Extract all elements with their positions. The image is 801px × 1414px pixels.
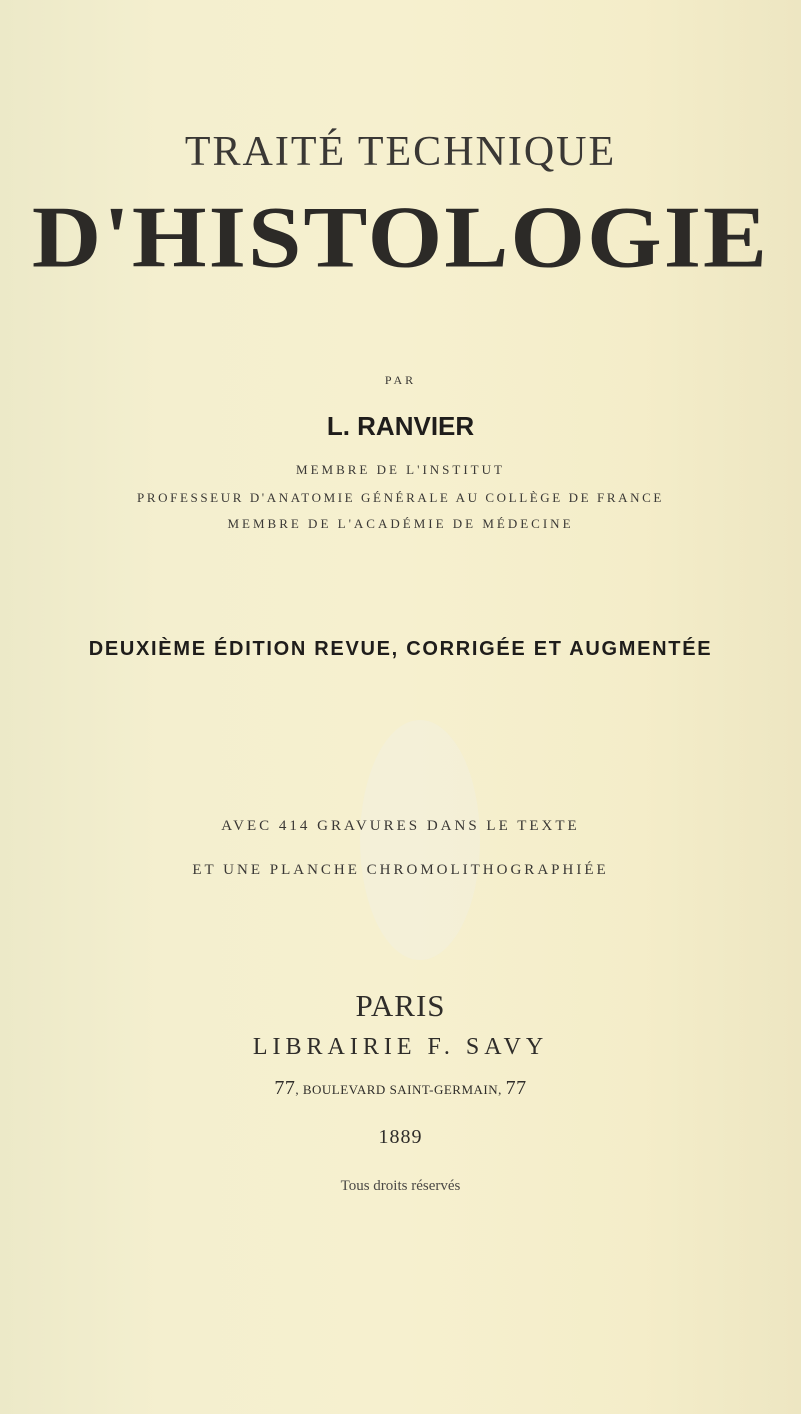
address-number-end: 77 — [505, 1077, 527, 1099]
title-line-2: D'HISTOLOGIE — [31, 187, 770, 286]
affiliation-3: MEMBRE DE L'ACADÉMIE DE MÉDECINE — [227, 516, 574, 531]
title-line-1: TRAITÉ TECHNIQUE — [184, 129, 617, 175]
affiliation-2: PROFESSEUR D'ANATOMIE GÉNÉRALE AU COLLÈGE DE FRANCE — [137, 490, 664, 505]
imprint-address: 77, BOULEVARD SAINT-GERMAIN, 77 — [274, 1077, 527, 1099]
imprint-publisher: LIBRAIRIE F. SAVY — [252, 1034, 549, 1060]
affiliation-1: MEMBRE DE L'INSTITUT — [296, 462, 505, 477]
address-street: BOULEVARD SAINT-GERMAIN, — [302, 1082, 502, 1097]
by-label: PAR — [384, 373, 417, 387]
edition-statement: DEUXIÈME ÉDITION REVUE, CORRIGÉE ET AUGMENTÉE — [88, 638, 713, 660]
imprint-year: 1889 — [378, 1126, 423, 1148]
address-number: 77 — [274, 1077, 296, 1099]
paper-stain — [360, 720, 480, 960]
author-name: L. RANVIER — [326, 411, 475, 441]
imprint-city: PARIS — [355, 988, 446, 1023]
illustrations-line-1: AVEC 414 GRAVURES DANS LE TEXTE — [221, 818, 580, 834]
rights-notice: Tous droits réservés — [340, 1178, 461, 1194]
illustrations-line-2: ET UNE PLANCHE CHROMOLITHOGRAPHIÉE — [192, 862, 609, 878]
